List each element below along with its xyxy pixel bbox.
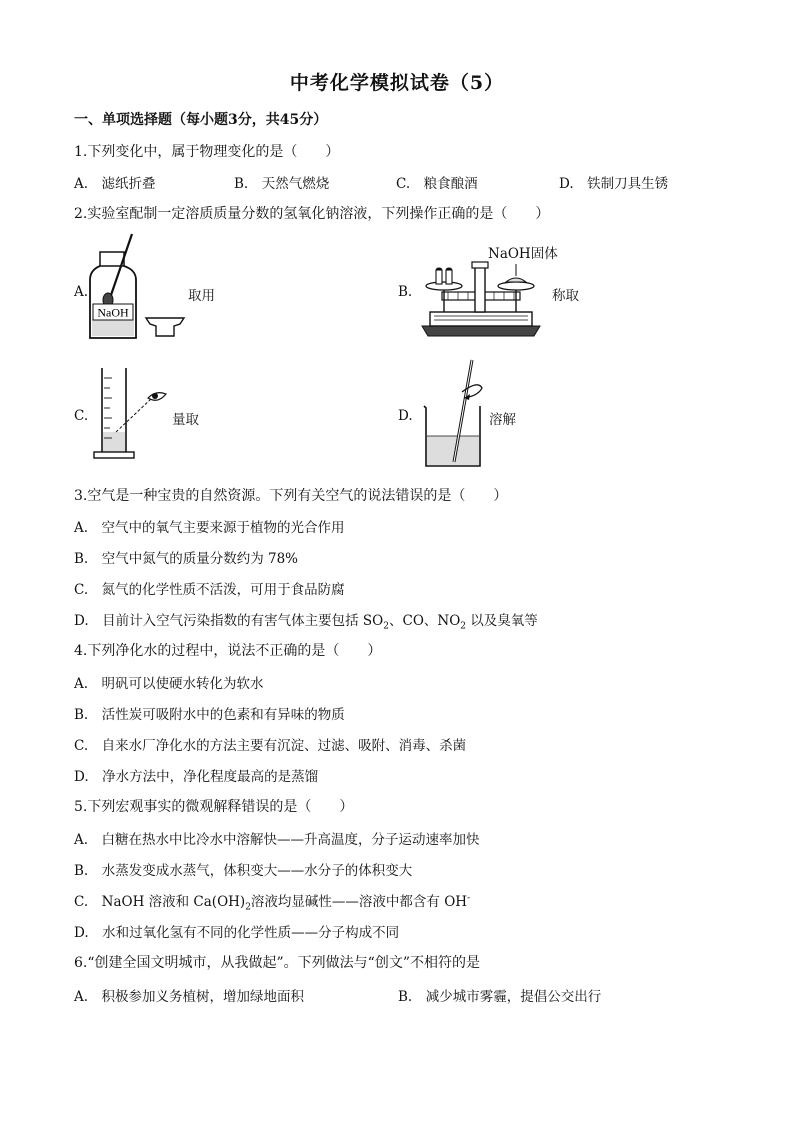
question-2-option-a-text: 取用 bbox=[188, 288, 215, 304]
page-title: 中考化学模拟试卷（5） bbox=[289, 72, 505, 94]
sight-line bbox=[116, 398, 152, 432]
question-5-option-d: D. 水和过氧化氢有不同的化学性质——分子构成不同 bbox=[74, 925, 400, 941]
naoh-solid-caption: NaOH固体 bbox=[488, 246, 558, 262]
balance-base bbox=[422, 326, 540, 336]
left-pan bbox=[426, 282, 462, 290]
reagent-bottle-spoon-figure bbox=[88, 232, 198, 344]
q5-c-sup: - bbox=[467, 893, 471, 904]
bottle-shading bbox=[92, 320, 134, 336]
question-2-option-d-letter: D. bbox=[398, 408, 413, 424]
question-3-option-a: A. 空气中的氧气主要来源于植物的光合作用 bbox=[74, 520, 345, 536]
graduated-cylinder-figure bbox=[92, 366, 172, 462]
evaporating-dish bbox=[146, 318, 184, 336]
question-3-option-d bbox=[74, 609, 538, 632]
q3-d-post: 以及臭氧等 bbox=[466, 613, 538, 629]
question-2-option-b-letter: B. bbox=[398, 284, 413, 300]
section-heading: 一、单项选择题（每小题3分，共45分） bbox=[74, 112, 328, 128]
balance-figure bbox=[418, 258, 544, 338]
question-6-option-b: B. 减少城市雾霾，提倡公交出行 bbox=[398, 989, 602, 1005]
question-2-option-a-letter: A. bbox=[74, 284, 89, 300]
question-3-option-c: C. 氮气的化学性质不活泼，可用于食品防腐 bbox=[74, 582, 345, 598]
question-2-stem: 2.实验室配制一定溶质质量分数的氢氧化钠溶液，下列操作正确的是（ ） bbox=[74, 206, 550, 222]
cylinder-liquid bbox=[103, 432, 125, 452]
q3-d-sub2: 2 bbox=[460, 621, 466, 632]
right-pan bbox=[498, 282, 534, 290]
bottle-neck bbox=[100, 252, 124, 266]
question-3-stem: 3.空气是一种宝贵的自然资源。下列有关空气的说法错误的是（ ） bbox=[74, 488, 508, 504]
question-2-option-b-text: 称取 bbox=[552, 288, 579, 304]
question-1-option-c: C. 粮食酿酒 bbox=[396, 176, 478, 192]
question-5-option-a: A. 白糖在热水中比冷水中溶解快——升高温度，分子运动速率加快 bbox=[74, 832, 480, 848]
question-2-option-d-text: 溶解 bbox=[489, 412, 516, 428]
question-4-option-d: D. 净水方法中，净化程度最高的是蒸馏 bbox=[74, 769, 319, 785]
balance-body bbox=[430, 312, 532, 326]
q5-c-mid: 溶液均显碱性——溶液中都含有 OH bbox=[250, 894, 468, 910]
beaker-stirring-figure bbox=[418, 358, 488, 468]
question-4-option-b: B. 活性炭可吸附水中的色素和有异味的物质 bbox=[74, 707, 345, 723]
q5-c-sub: 2 bbox=[245, 902, 251, 913]
q3-d-mid: 、CO、NO bbox=[388, 613, 461, 629]
question-6-stem: 6.“创建全国文明城市，从我做起”。下列做法与“创文”不相符的是 bbox=[74, 955, 480, 971]
question-4-option-c: C. 自来水厂净化水的方法主要有沉淀、过滤、吸附、消毒、杀菌 bbox=[74, 738, 467, 754]
weight-1 bbox=[436, 270, 442, 284]
balance-pointer-post bbox=[475, 264, 485, 312]
naoh-solid-pile bbox=[506, 278, 526, 282]
bottle-label-text: NaOH bbox=[97, 305, 129, 320]
question-5-stem: 5.下列宏观事实的微观解释错误的是（ ） bbox=[74, 799, 354, 815]
question-5-option-b: B. 水蒸发变成水蒸气，体积变大——水分子的体积变大 bbox=[74, 863, 413, 879]
question-4-stem: 4.下列净化水的过程中，说法不正确的是（ ） bbox=[74, 643, 382, 659]
cylinder-base bbox=[94, 452, 134, 458]
question-4-option-a: A. 明矾可以使硬水转化为软水 bbox=[74, 676, 264, 692]
question-1-option-a: A. 滤纸折叠 bbox=[74, 176, 156, 192]
question-2-option-c-text: 量取 bbox=[172, 412, 199, 428]
weight-2 bbox=[446, 270, 452, 284]
q3-d-pre: D. 目前计入空气污染指数的有害气体主要包括 SO bbox=[74, 613, 384, 629]
question-2-option-c-letter: C. bbox=[74, 408, 89, 424]
question-1-stem: 1.下列变化中，属于物理变化的是（ ） bbox=[74, 144, 340, 160]
q3-d-sub1: 2 bbox=[383, 621, 389, 632]
q5-c-pre: C. NaOH 溶液和 Ca(OH) bbox=[74, 894, 246, 910]
question-6-option-a: A. 积极参加义务植树，增加绿地面积 bbox=[74, 989, 305, 1005]
question-3-option-b: B. 空气中氮气的质量分数约为 78% bbox=[74, 551, 299, 567]
question-1-option-b: B. 天然气燃烧 bbox=[234, 176, 330, 192]
question-5-option-c bbox=[74, 890, 470, 913]
question-1-option-d: D. 铁制刀具生锈 bbox=[559, 176, 669, 192]
